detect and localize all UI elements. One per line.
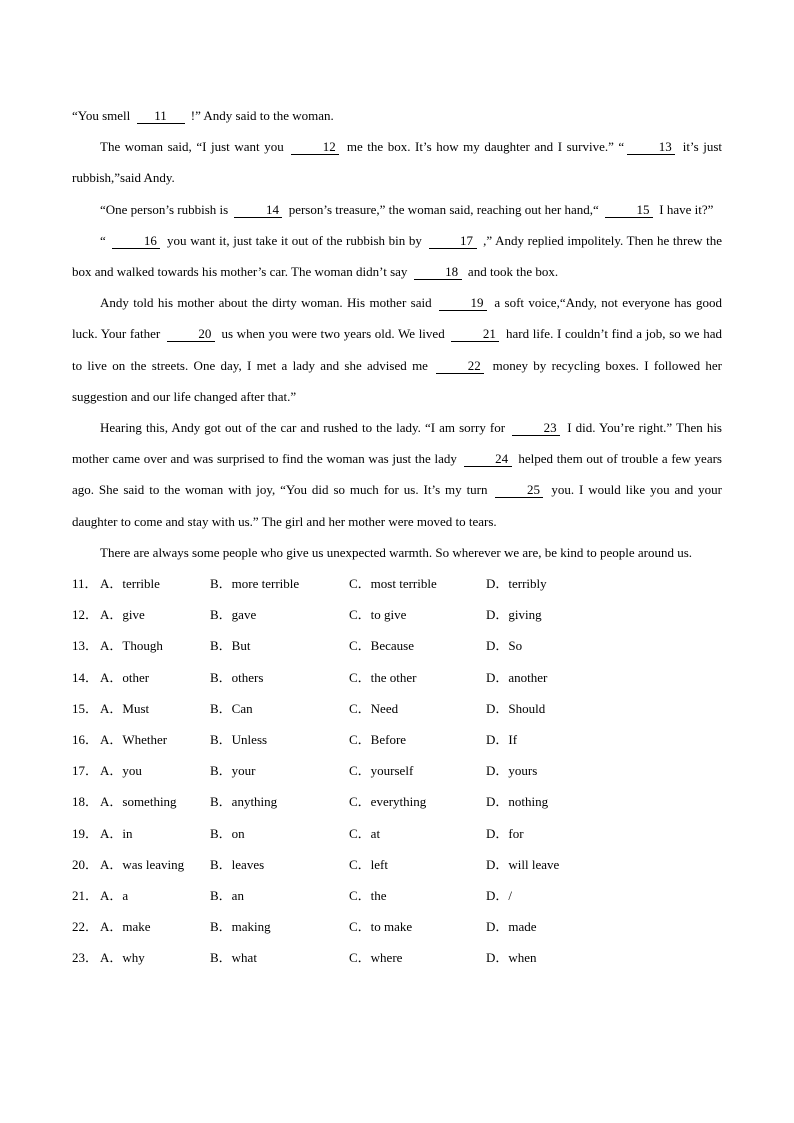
passage-text: The woman said, “I just want you: [100, 139, 289, 155]
passage-text: me the box. It’s how my daughter and I survive.” “: [342, 139, 625, 155]
question-row: [72, 818, 722, 849]
option-a[interactable]: A．you: [100, 763, 142, 779]
blank-number: 25: [495, 482, 543, 498]
option-d[interactable]: D．terribly: [486, 576, 547, 592]
blank-number: 24: [464, 451, 512, 467]
option-d[interactable]: D．another: [486, 669, 548, 685]
option-a[interactable]: A．Must: [100, 700, 150, 716]
cloze-passage: [72, 100, 722, 568]
question-row: [72, 599, 722, 630]
option-d[interactable]: D．when: [486, 950, 537, 966]
passage-text: ,” Andy replied impolitely. Then he threw the box and walked towards his mother’s car. The woman didn’t say: [72, 232, 723, 280]
option-b[interactable]: B．gave: [210, 607, 257, 623]
passage-paragraph: [72, 537, 722, 568]
option-c[interactable]: C．left: [349, 856, 388, 872]
question-row: [72, 755, 722, 786]
passage-text: I have it?”: [656, 201, 714, 217]
passage-paragraph: [72, 287, 722, 412]
passage-text: us when you were two years old. We lived: [217, 326, 449, 342]
option-d[interactable]: D．So: [486, 638, 523, 654]
option-b[interactable]: B．Can: [210, 700, 253, 716]
option-c[interactable]: C．Need: [349, 700, 399, 716]
passage-text: and took the box.: [464, 264, 559, 280]
option-b[interactable]: B．leaves: [210, 856, 265, 872]
question-number: 21．: [72, 887, 99, 903]
passage-text: Hearing this, Andy got out of the car and rushed to the lady. “I am sorry for: [100, 420, 510, 436]
option-d[interactable]: D．yours: [486, 763, 538, 779]
blank-number: 17: [429, 233, 477, 249]
option-d[interactable]: D．Should: [486, 700, 546, 716]
option-c[interactable]: C．at: [349, 825, 381, 841]
passage-text: a soft voice,“Andy, not everyone has good luck. Your father: [72, 295, 723, 342]
question-number: 12．: [72, 607, 99, 623]
option-a[interactable]: A．make: [100, 919, 151, 935]
passage-text: it’s just rubbish,”said Andy.: [72, 139, 723, 186]
option-d[interactable]: D．made: [486, 919, 537, 935]
option-c[interactable]: C．where: [349, 950, 403, 966]
option-c[interactable]: C．everything: [349, 794, 427, 810]
option-d[interactable]: D．will leave: [486, 856, 560, 872]
blank-number: 12: [291, 139, 339, 155]
blank-number: 11: [137, 108, 185, 124]
question-row: [72, 662, 722, 693]
option-a[interactable]: A．Though: [100, 638, 163, 654]
option-b[interactable]: B．Unless: [210, 731, 268, 747]
passage-text: you want it, just take it out of the rubbish bin by: [163, 232, 426, 248]
blank-number: 22: [436, 358, 484, 374]
blank-number: 23: [512, 420, 560, 436]
question-number: 15．: [72, 700, 99, 716]
option-d[interactable]: D．giving: [486, 607, 542, 623]
option-a[interactable]: A．other: [100, 669, 150, 685]
option-a[interactable]: A．terrible: [100, 576, 160, 592]
blank-number: 16: [112, 233, 160, 249]
passage-paragraph: [72, 412, 722, 537]
question-row: [72, 693, 722, 724]
option-b[interactable]: B．on: [210, 825, 245, 841]
option-b[interactable]: B．your: [210, 763, 256, 779]
option-d[interactable]: D．/: [486, 887, 513, 903]
option-a[interactable]: A．give: [100, 607, 145, 623]
option-a[interactable]: A．in: [100, 825, 133, 841]
option-d[interactable]: D．for: [486, 825, 524, 841]
passage-text: !” Andy said to the woman.: [187, 108, 334, 123]
passage-text: “: [100, 232, 110, 248]
option-d[interactable]: D．If: [486, 731, 518, 747]
blank-number: 14: [234, 202, 282, 218]
question-row: [72, 786, 722, 817]
option-c[interactable]: C．most terrible: [349, 576, 437, 592]
option-b[interactable]: B．more terrible: [210, 576, 300, 592]
blank-number: 15: [605, 202, 653, 218]
passage-paragraph: [72, 225, 722, 287]
option-c[interactable]: C．to make: [349, 919, 413, 935]
question-number: 20．: [72, 856, 99, 872]
blank-number: 19: [439, 295, 487, 311]
passage-text: “One person’s rubbish is: [100, 201, 232, 217]
question-row: [72, 568, 722, 599]
option-b[interactable]: B．anything: [210, 794, 278, 810]
question-row: [72, 849, 722, 880]
passage-text: “You smell: [72, 108, 134, 123]
question-number: 18．: [72, 794, 99, 810]
question-number: 16．: [72, 731, 99, 747]
option-b[interactable]: B．But: [210, 638, 251, 654]
question-row: [72, 942, 722, 973]
question-row: [72, 911, 722, 942]
option-a[interactable]: A．why: [100, 950, 145, 966]
option-d[interactable]: D．nothing: [486, 794, 549, 810]
document-page: [72, 100, 722, 973]
passage-text: person’s treasure,” the woman said, reaching out her hand,“: [285, 201, 603, 217]
blank-number: 13: [627, 139, 675, 155]
option-a[interactable]: A．something: [100, 794, 177, 810]
passage-text: I did. You’re right.” Then his mother came over and was surprised to find the woman was just the lady: [72, 420, 722, 467]
passage-paragraph: [72, 100, 722, 131]
option-b[interactable]: B．an: [210, 887, 244, 903]
question-number: 11．: [72, 576, 98, 592]
question-row: [72, 724, 722, 755]
passage-text: money by recycling boxes. I followed her suggestion and our life changed after that.”: [72, 357, 722, 404]
option-b[interactable]: B．what: [210, 950, 257, 966]
question-number: 19．: [72, 825, 99, 841]
question-number: 23．: [72, 950, 99, 966]
question-row: [72, 880, 722, 911]
option-c[interactable]: C．the: [349, 887, 387, 903]
option-b[interactable]: B．others: [210, 669, 264, 685]
option-a[interactable]: A．was leaving: [100, 856, 185, 872]
passage-text: There are always some people who give us unexpected warmth. So wherever we are, be kind to people around us.: [100, 544, 693, 560]
passage-text: hard life. I couldn’t find a job, so we had to live on the streets. One day, I met a lady and she advised me: [72, 326, 722, 373]
option-c[interactable]: C．yourself: [349, 763, 414, 779]
passage-text: Andy told his mother about the dirty woman. His mother said: [100, 295, 436, 311]
answer-options: [72, 568, 722, 973]
passage-text: helped them out of trouble a few years ago. She said to the woman with joy, “You did so much for us. It’s my turn: [72, 451, 722, 498]
question-number: 17．: [72, 763, 99, 779]
option-c[interactable]: C．to give: [349, 607, 407, 623]
question-number: 22．: [72, 919, 99, 935]
passage-paragraph: [72, 131, 722, 193]
question-number: 14．: [72, 669, 99, 685]
option-b[interactable]: B．making: [210, 919, 271, 935]
option-c[interactable]: C．Because: [349, 638, 414, 654]
blank-number: 21: [451, 326, 499, 342]
question-row: [72, 630, 722, 661]
option-c[interactable]: C．Before: [349, 731, 407, 747]
option-a[interactable]: A．Whether: [100, 731, 168, 747]
blank-number: 20: [167, 326, 215, 342]
option-a[interactable]: A．a: [100, 887, 129, 903]
option-c[interactable]: C．the other: [349, 669, 417, 685]
blank-number: 18: [414, 264, 462, 280]
passage-paragraph: [72, 194, 722, 225]
passage-text: you. I would like you and your daughter to come and stay with us.” The girl and her mother were moved to tears.: [72, 482, 723, 529]
question-number: 13．: [72, 638, 99, 654]
